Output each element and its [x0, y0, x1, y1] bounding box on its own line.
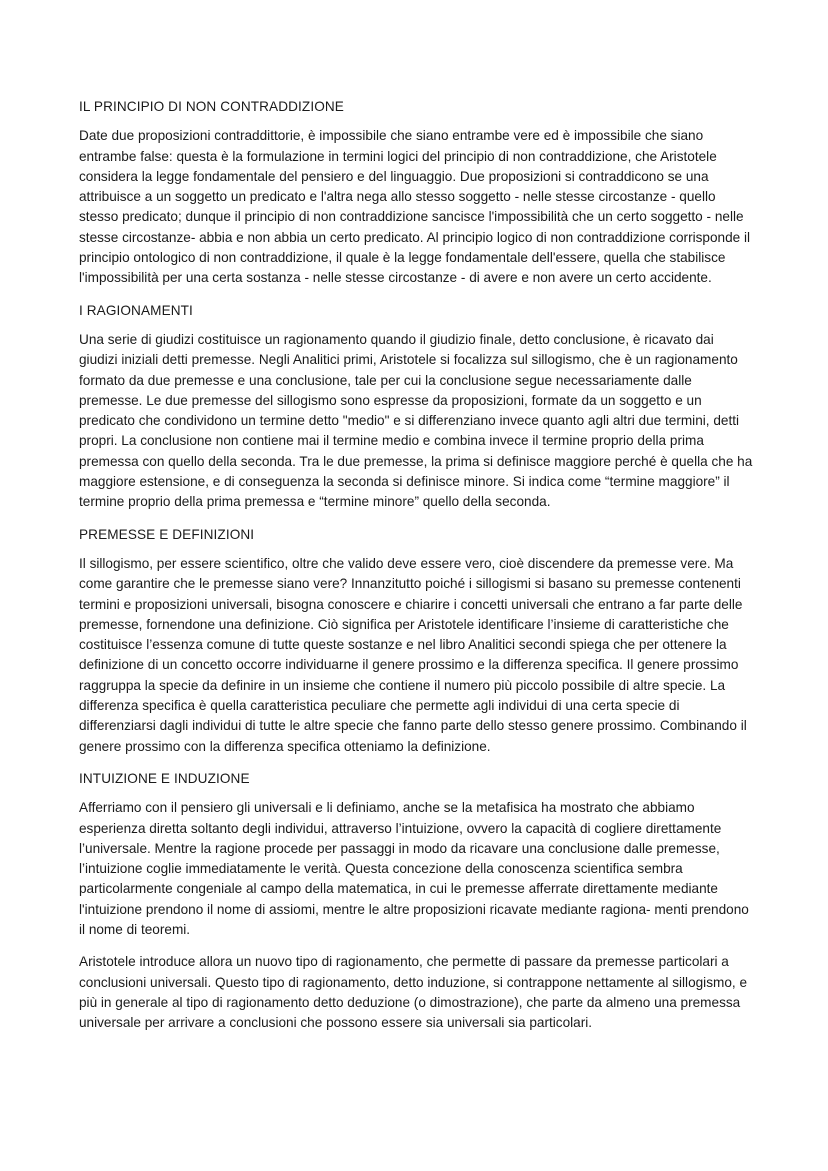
- section-intuizione-induzione: [79, 769, 753, 1034]
- section-non-contraddizione: [79, 97, 753, 289]
- section-heading: INTUIZIONE E INDUZIONE: [79, 770, 250, 786]
- paragraph: Afferriamo con il pensiero gli universali e li definiamo, anche se la metafisica ha mostrato che abbiamo esperienza diretta soltanto degli individui, attraverso l’intuizione, ovvero la capacità di cogliere direttamente l’universale. Mentre la ragione procede per passaggi in modo da ricavare una conclusione dalle premesse, l’intuizione coglie immediatamente le verità. Questa concezione della conoscenza scientifica sembra particolarmente congeniale al campo della matematica, in cui le premesse afferrate direttamente mediante l'intuizione prendono il nome di assiomi, mentre le altre proposizioni ricavate mediante ragiona- menti prendono il nome di teoremi.: [79, 800, 749, 937]
- section-heading: IL PRINCIPIO DI NON CONTRADDIZIONE: [79, 99, 344, 114]
- paragraph: Una serie di giudizi costituisce un ragionamento quando il giudizio finale, detto conclusione, è ricavato dai giudizi iniziali detti premesse. Negli Analitici primi, Aristotele si focalizza sul sillogismo, che è un ragionamento formato da due premesse e una conclusione, tale per cui la conclusione segue necessariamente dalle premesse. Le due premesse del sillogismo sono espresse da proposizioni, formate da un soggetto e un predicato che condividono un termine detto "medio" e si differenziano invece quanto agli altri due termini, detti propri. La conclusione non contiene mai il termine medio e combina invece il termine proprio della prima premessa con quello della seconda. Tra le due premesse, la prima si definisce maggiore perché è quella che ha maggiore estensione, e di conseguenza la seconda si definisce minore. Si indica come “termine maggiore” il termine proprio della prima premessa e “termine minore” quello della seconda.: [79, 331, 753, 510]
- section-heading: I RAGIONAMENTI: [79, 302, 193, 318]
- paragraph: Date due proposizioni contraddittorie, è impossibile che siano entrambe vere ed è impossibile che siano entrambe false: questa è la formulazione in termini logici del principio di non contraddizione, che Aristotele considera la legge fondamentale del pensiero e del linguaggio. Due proposizioni si contraddicono se una attribuisce a un soggetto un predicato e l'altra nega allo stesso soggetto - nelle stesse circostanze - quello stesso predicato; dunque il principio di non contraddizione sancisce l'impossibilità che un certo soggetto - nelle stesse circostanze- abbia e non abbia un certo predicato. Al principio logico di non contraddizione corrisponde il principio ontologico di non contraddizione, il quale è la legge fondamentale dell'essere, quella che stabilisce l'impossibilità per una certa sostanza - nelle stesse circostanze - di avere e non avere un certo accidente.: [79, 128, 751, 286]
- section-heading: PREMESSE E DEFINIZIONI: [79, 526, 255, 542]
- section-premesse-definizioni: [79, 525, 753, 757]
- document-body: [79, 97, 753, 1033]
- section-ragionamenti: [79, 301, 753, 513]
- paragraph: Il sillogismo, per essere scientifico, oltre che valido deve essere vero, cioè discendere da premesse vere. Ma come garantire che le premesse siano vere? Innanzitutto poiché i sillogismi si basano su premesse contenenti termini e proposizioni universali, bisogna conoscere e chiarire i concetti universali che entrano a far parte delle premesse, fornendone una definizione. Ciò significa per Aristotele identificare l’insieme di caratteristiche che costituisce l’essenza comune di tutte queste sostanze e nel libro Analitici secondi spiega che per ottenere la definizione di un concetto occorre individuarne il genere prossimo e la differenza specifica. Il genere prossimo raggruppa la specie da definire in un insieme che contiene il numero più piccolo possibile di altre specie. La differenza specifica è quella caratteristica peculiare che permette agli individui di una certa specie di differenziarsi dagli individui di tutte le altre specie che fanno parte dello stesso genere prossimo. Combinando il genere prossimo con la differenza specifica otteniamo la definizione.: [79, 555, 747, 754]
- paragraph: Aristotele introduce allora un nuovo tipo di ragionamento, che permette di passare da premesse particolari a conclusioni universali. Questo tipo di ragionamento, detto induzione, si contrappone nettamente al sillogismo, e più in generale al tipo di ragionamento detto deduzione (o dimostrazione), che parte da almeno una premessa universale per arrivare a conclusioni che possono essere sia universali sia particolari.: [79, 954, 747, 1031]
